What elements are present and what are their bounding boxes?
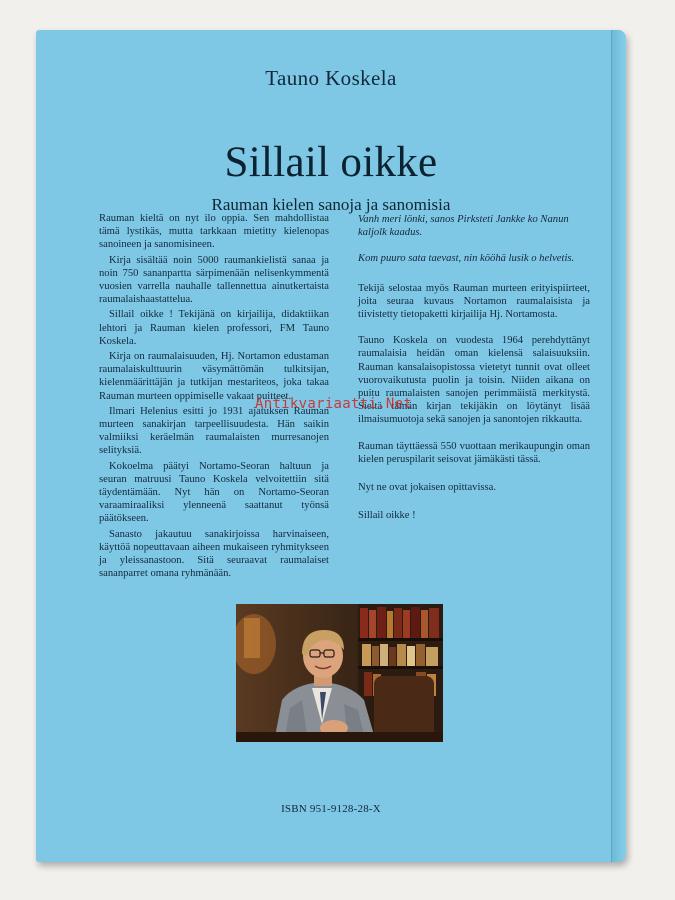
blurb-paragraph: Tauno Koskela on vuodesta 1964 perehdyttänyt raumalaisia heidän oman kielensä salaisuuksiin. Rauman kansalaisopistossa vietetyt tunnit ovat olleet vuorovaikutusta puolin ja toisin. Niiden aikana on puitu raumalaisten sanojen perimmäistä merkitystä. Sieltä tämän kirjan tekijäkin on löytänyt lisää ilmaisumuotoja sekä sanojen ja sanontojen rikkautta. bbox=[358, 335, 590, 426]
isbn-number: ISBN 951-9128-28-X bbox=[281, 803, 381, 815]
blurb-paragraph: Kirja on raumalaisuuden, Hj. Nortamon edustaman raumalaiskulttuurin väsymättömän tulkitsijan, kielenmäärittäjän ja tutkijan mestariteos, joka takaa Rauman murteen oppimiselle vakaat puitteet. bbox=[99, 351, 329, 402]
author-photo-illustration bbox=[236, 604, 443, 742]
blurb-paragraph: Ilmari Helenius esitti jo 1931 ajatuksen Rauman murteen sanakirjan tarpeellisuudesta. Hän saikin valmiiksi keräelmän raumalaisten murresanojen selityksiä. bbox=[99, 405, 329, 457]
dialect-quote: Kom puuro sata taevast, nin kööhä lusik o helvetis. bbox=[358, 253, 575, 265]
blurb-paragraph: Tekijä selostaa myös Rauman murteen erityispiirteet, joita seuraa kuvaus Nortamon raumalaisista ja tiivistetty tietopaketti kirjailija Hj. Nortamosta. bbox=[358, 282, 590, 321]
watermark-text: Antikvariaatti.Net bbox=[255, 396, 413, 412]
blurb-paragraph: Sanasto jakautuu sanakirjoissa harvinaiseen, käyttöä nopeuttavaan aiheen mukaiseen ryhmitykseen ja yleissanastoon. Sitä seuraavat raumalaiset sananparret omana ryhmänään. bbox=[99, 528, 329, 580]
author-name: Tauno Koskela bbox=[265, 66, 397, 90]
blurb-left-column bbox=[99, 212, 329, 582]
blurb-paragraph: Kirja sisältää noin 5000 raumankielistä sanaa ja noin 750 sananpartta särpimenään nelisenkymmentä vuosien varrella nauhalle tallennettua ainutkertaista raumalaishaastattelua. bbox=[99, 254, 329, 306]
author-photo bbox=[236, 604, 443, 742]
blurb-paragraph: Rauman täyttäessä 550 vuottaan merikaupungin oman kielen peruspilarit seisovat jämäkästi tässä. bbox=[358, 440, 590, 465]
book-back-cover bbox=[36, 30, 626, 862]
blurb-paragraph: Kokoelma päätyi Nortamo-Seoran haltuun ja seuran matruusi Tauno Koskela velvoitettiin sitä täydentämään. Nyt hän on Nortamo-Seoran varaamiraaliksi ylenneenä saattanut työnsä päätökseen. bbox=[99, 460, 329, 525]
dialect-quote: Vanh meri lönki, sanos Pirksteti Jankke ko Nanun kaljolk kaadus. bbox=[358, 214, 569, 239]
closing-line: Sillail oikke ! bbox=[358, 510, 416, 522]
blurb-paragraph: Rauman kieltä on nyt ilo oppia. Sen mahdollistaa tämä lystikäs, mutta tarkkaan mietitty kielenopas sanoineen ja sanomisineen. bbox=[99, 213, 329, 251]
blurb-paragraph: Sillail oikke ! Tekijänä on kirjailija, didaktiikan lehtori ja Rauman kielen professori, FM Tauno Koskela. bbox=[99, 309, 329, 347]
blurb-right-column bbox=[358, 213, 590, 522]
book-subtitle: Rauman kielen sanoja ja sanomisia bbox=[211, 195, 451, 214]
blurb-paragraph: Nyt ne ovat jokaisen opittavissa. bbox=[358, 482, 496, 494]
book-title: Sillail oikke bbox=[224, 139, 438, 186]
